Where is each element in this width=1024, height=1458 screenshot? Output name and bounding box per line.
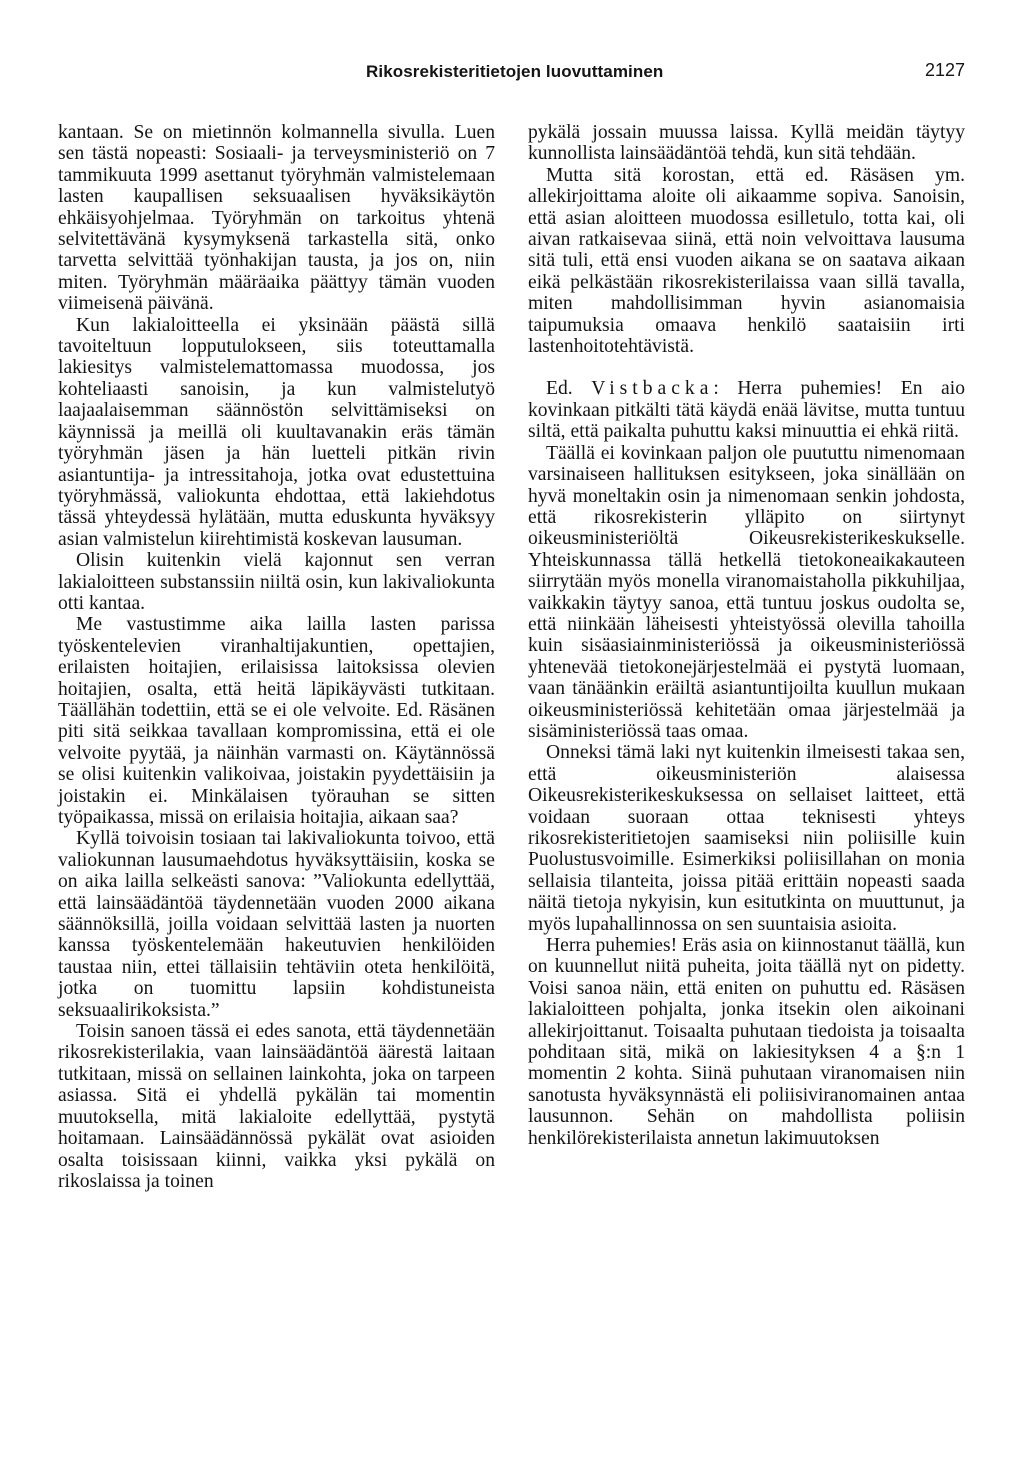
- paragraph: Kun lakialoitteella ei yksinään päästä sillä tavoiteltuun lopputulokseen, siis toteuttamalla lakiesitys valmistelemattomassa muodossa, jos kohteliaasti sanoisin, ja kun valmistelutyö laajaalaisemman säännöstön selvittämiseksi on käynnissä ja meillä oli kuultavanakin eräs tämän työryhmän jäsen ja hän luetteli pitkän rivin asiantuntija- ja intressitahoja, jotka ovat edustettuina työryhmässä, valiokunta ehdottaa, että lakiehdotus tässä yhteydessä hylätään, mutta eduskunta hyväksyy asian valmistelun kiirehtimistä koskevan lausuman.: [58, 314, 495, 550]
- paragraph: Olisin kuitenkin vielä kajonnut sen verran lakialoitteen substanssiin niiltä osin, kun lakivaliokunta otti kantaa.: [58, 550, 495, 614]
- paragraph: Herra puhemies! Eräs asia on kiinnostanut täällä, kun on kuunnellut niitä puheita, joita täällä nyt on pidetty. Voisi sanoa näin, että eniten on puhuttu ed. Räsäsen lakialoitteen pohjalta, jonka itsekin olen aikoinani allekirjoittanut. Toisaalta puhutaan tiedoista ja toisaalta pohditaan sitä, mikä on lakiesityksen 4 a §:n 1 momentin 2 kohta. Siinä puhutaan viranomaisen niin sanotusta hyväksynnästä eli poliisiviranomainen antaa lausunnon. Sehän on mahdollista poliisin henkilörekisterilaista annetun lakimuutoksen: [528, 935, 965, 1149]
- right-column: [528, 122, 965, 1149]
- paragraph: Me vastustimme aika lailla lasten parissa työskentelevien viranhaltijakuntien, opettajien, erilaisten hoitajien, erilaisissa laitoksissa olevien hoitajien, osalta, että heitä läpikäyvästi tutkitaan. Täällähän todettiin, että se ei ole velvoite. Ed. Räsänen piti sitä seikkaa tavallaan kompromissina, että ei ole velvoite pyytää, ja näinhän varmasti on. Käytännössä se olisi kuitenkin valikoivaa, joistakin pyydettäisiin ja joistakin ei. Minkälaisen työrauhan se sitten työpaikassa, missä on erilaisia hoitajia, aikaan saa?: [58, 614, 495, 828]
- speaker-name: Vistbacka: [591, 378, 714, 400]
- paragraph: Täällä ei kovinkaan paljon ole puututtu nimenomaan varsinaiseen hallituksen esitykseen, joka sinällään on hyvä moneltakin osin ja nimenomaan senkin johdosta, että rikosrekisterin ylläpito on siirtynyt oikeusministeriöltä Oikeusrekisterikeskukselle. Yhteiskunnassa tällä hetkellä tietokoneaikakauteen siirrytään myös monella viranomaistaholla pikkuhiljaa, vaikkakin täytyy sanoa, että tuntuu joskus oudolta se, että niinkään läheisesti yhteistyössä olevilla tahoilla kuin sisäasiainministeriössä ja oikeusministeriössä yhtenevää tietokonejärjestelmää ei pystytä luomaan, vaan tänäänkin eräiltä asiantuntijoilta kuullun mukaan oikeusministeriössä kehitetään omaa järjestelmää ja sisäministeriössä taas omaa.: [528, 442, 965, 742]
- page-number: 2127: [924, 60, 965, 80]
- paragraph: Onneksi tämä laki nyt kuitenkin ilmeisesti takaa sen, että oikeusministeriön alaisessa Oikeusrekisterikeskuksessa on sellaiset laitteet, että voidaan suoraan ottaa teknisesti yhteys rikosrekisteritietojen saamiseksi niin poliisille kuin Puolustusvoimille. Esimerkiksi poliisillahan on monia sellaisia tilanteita, joissa pitää erittäin nopeasti saada näitä tietoja nykyisin, kun esitutkinta on muuttunut, ja myös lupahallinnossa on sen suuntaisia asioita.: [528, 742, 965, 935]
- paragraph: Toisin sanoen tässä ei edes sanota, että täydennetään rikosrekisterilakia, vaan lainsäädäntöä äärestä laitaan tutkitaan, missä on sellainen lainkohta, joka on tarpeen asiassa. Sitä ei yhdellä pykälän tai momentin muutoksella, mitä lakialoite edellyttää, pystytä hoitamaan. Lainsäädännössä pykälät ovat asioiden osalta toisissaan kiinni, vaikka yksi pykälä on rikoslaissa ja toinen: [58, 1021, 495, 1192]
- speaker-prefix: Ed.: [546, 378, 573, 400]
- left-column: [58, 122, 495, 1192]
- paragraph: Mutta sitä korostan, että ed. Räsäsen ym. allekirjoittama aloite oli aikaamme sopiva. Sanoisin, että asian aloitteen muodossa esilletulo, totta kai, oli aivan ratkaisevaa siinä, että noin velvoittava lausuma sitä tuli, että ensi vuoden aikana se on saatava aikaan eikä pelkästään rikosrekisterilaissa vaan sillä tavalla, miten mahdollisimman hyvin asianomaisia taipumuksia omaava henkilö saataisiin irti lastenhoitotehtävistä.: [528, 164, 965, 358]
- paragraph: kantaan. Se on mietinnön kolmannella sivulla. Luen sen tästä nopeasti: Sosiaali- ja terveysministeriö on 7 tammikuuta 1999 asettanut työryhmän valmistelemaan lasten kaupallisen seksuaalisen hyväksikäytön ehkäisyohjelmaa. Työryhmän on tarkoitus yhtenä selvitettävänä kysymyksenä tarkastella sitä, onko tarvetta selvittää työnhakijan tausta, ja jos on, niin miten. Työryhmän määräaika päättyy tämän vuoden viimeisenä päivänä.: [58, 122, 495, 315]
- paragraph: pykälä jossain muussa laissa. Kyllä meidän täytyy kunnollista lainsäädäntöä tehdä, kun sitä tehdään.: [528, 122, 965, 165]
- running-title: Rikosrekisteritietojen luovuttaminen: [366, 62, 664, 81]
- speaker-text: : Herra puhemies! En aio kovinkaan pitkälti tätä käydä enää lävitse, mutta tuntuu siltä, että paikalta puhuttu kaksi minuuttia ei ehkä riitä.: [528, 378, 965, 443]
- paragraph: Kyllä toivoisin tosiaan tai lakivaliokunta toivoo, että valiokunnan lausumaehdotus hyväksyttäisiin, koska se on aika lailla selkeästi sanova: ”Valiokunta edellyttää, että lainsäädäntöä täydennetään vuoden 2000 aikana säännöksillä, joilla voidaan selvittää lasten ja nuorten kanssa työskentelemään hakeutuvien henkilöiden taustaa niin, ettei tällaisiin tehtäviin oteta henkilöitä, jotka on tuomittu lapsiin kohdistuneista seksuaalirikoksista.”: [58, 828, 495, 1021]
- speaker-paragraph: [528, 378, 965, 442]
